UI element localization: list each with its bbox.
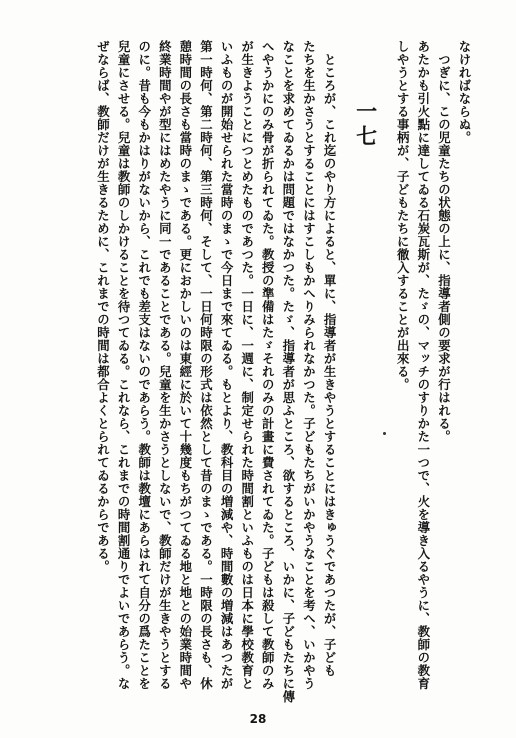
text-line: なことを求めてゐるかは問題ではなかつた。たゞ、指導者が思ふところ、欲するところ、いかに、子どもたちに傳 xyxy=(280,40,296,703)
text-line: へやうかにのみ骨が折られてゐた。教授の準備はたゞそれのみの計畫に費されてゐた。子どもは殺して教師のみ xyxy=(260,40,276,690)
text-line: たちを生かさうとすることにはすこしもかへりみられなかつた。子どもたちがいかやうなことを考へ、いかやう xyxy=(301,40,317,690)
section-heading: 一七 xyxy=(353,100,379,150)
text-line: 終業時間やが型にはめたやうに同一であることである。兒童を生かさうとしないで、教師だけが生きやうとする xyxy=(157,40,173,690)
text-line: 兒童にさせる。兒童は教師のしかけることを待つてゐる。これなら、これまでの時間割通りでよいであらう。な xyxy=(116,40,132,690)
body-text xyxy=(92,40,474,703)
text-line: が生きようことにつとめたものであつた。一日に、一週に、制定せられた時間割といふものは日本に學校教育と xyxy=(239,40,255,690)
print-speck xyxy=(383,432,386,435)
text-line: 第一時何、第二時何、第三時何、そして、一日何時限の形式は依然として昔のまゝである。一時限の長さも、休 xyxy=(198,40,214,690)
text-line: ところが、これ迄のやり方によると、單に、指導者が生きやうとすることにはきゅうぐであつたが、子ども xyxy=(322,53,338,677)
text-line: ぜならば、教師だけが生きるために、これまでの時間は都合よくとられてゐるからである。 xyxy=(95,40,111,573)
text-line: いふものが開始せられた當時のまゝで今日まで來てゐる。もとより、教科目の増減や、時間數の増減はあつたが xyxy=(219,40,235,690)
text-line: つぎに、この児童たちの状態の上に、指導者側の要求が行はれる。 xyxy=(436,53,452,443)
page-number: 28 xyxy=(249,712,267,726)
text-line: 憩時間の長さも當時のまゝである。更におかしいのは東經に於いて十幾度もちがつてゐる地と地との始業時間や xyxy=(177,40,193,690)
text-line: なければならぬ。 xyxy=(457,40,472,144)
text-line: のに。昔も今もかはりがないから、これでも差支はないのであらう。教師は教壇にあらはれて自分の爲たことを xyxy=(136,40,152,690)
text-line: あたかも引火點に達してゐる石炭瓦斯が、たゞの、マッチのすりかた一つで、火を導き入るやうに、教師の教育 xyxy=(415,40,431,690)
text-line: しやうとする事柄が、子どもたちに徹入することが出來る。 xyxy=(395,40,411,391)
